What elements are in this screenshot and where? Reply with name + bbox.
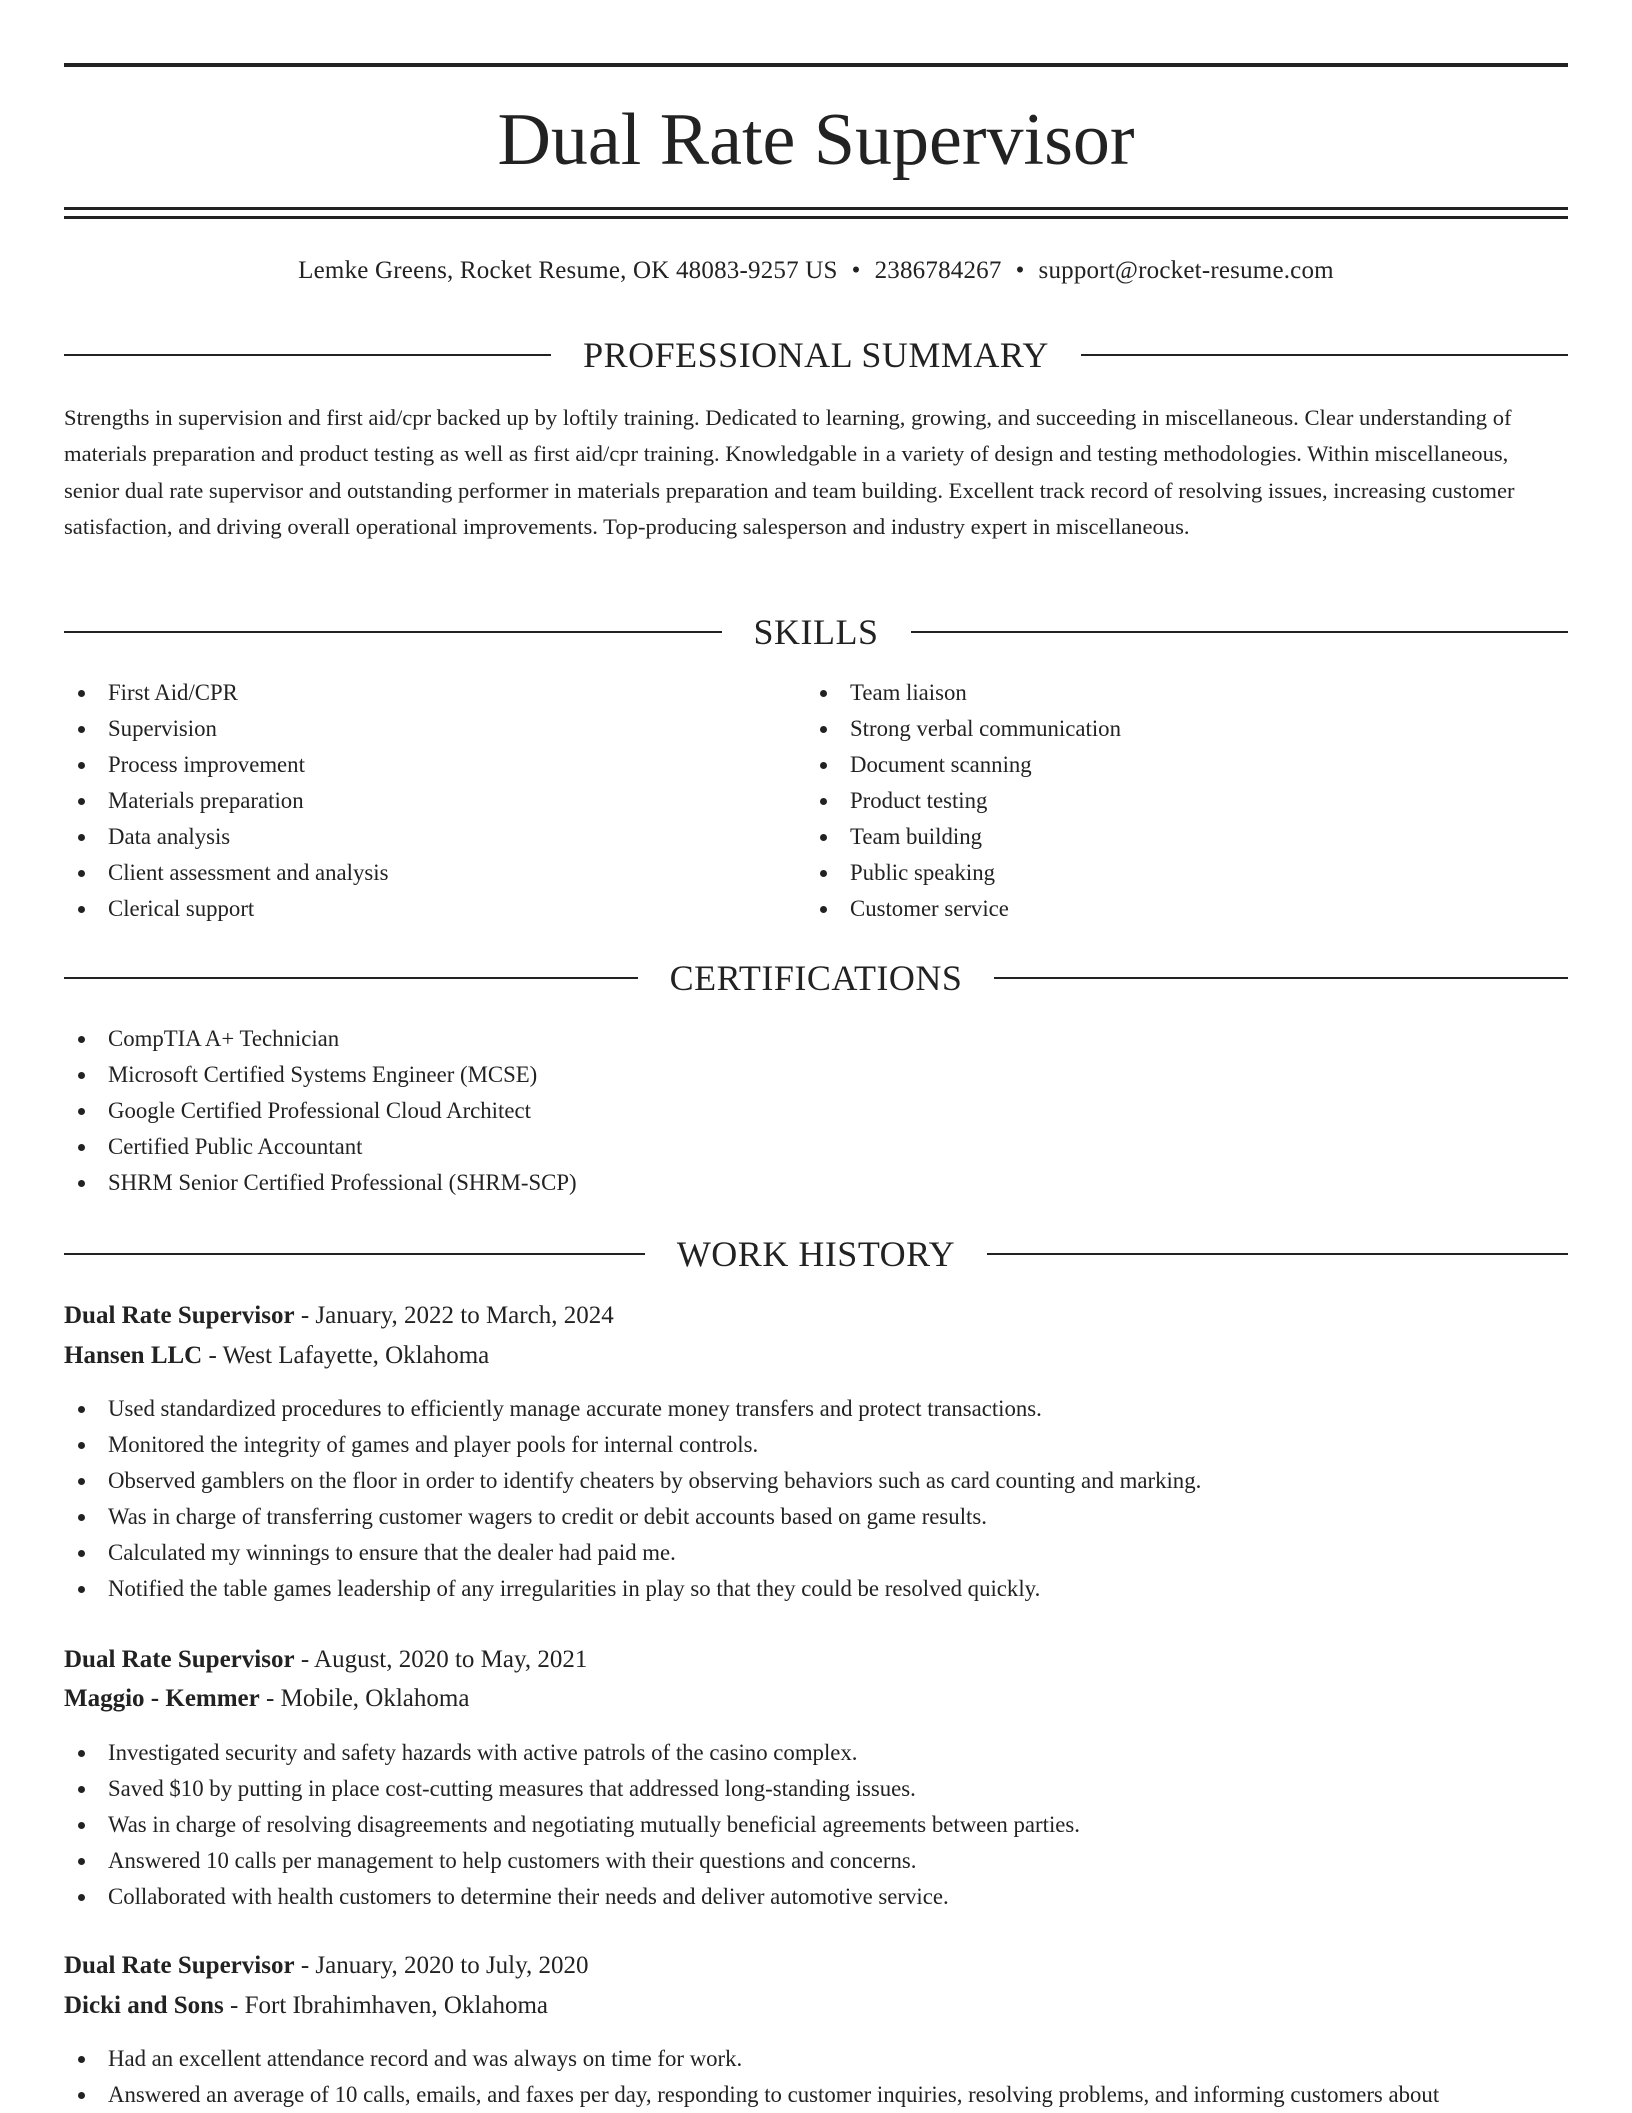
job-company-line bbox=[64, 1338, 1568, 1374]
job-duty: Answered 10 calls per management to help customers with their questions and concerns. bbox=[64, 1843, 1568, 1879]
job-duties-list bbox=[64, 1391, 1568, 1607]
job-duty: Investigated security and safety hazards with active patrols of the casino complex. bbox=[64, 1735, 1568, 1771]
job-title-line bbox=[64, 1298, 1568, 1334]
divider bbox=[994, 977, 1568, 979]
contact-email[interactable]: support@rocket-resume.com bbox=[1038, 257, 1334, 284]
job-title: Dual Rate Supervisor bbox=[64, 1302, 295, 1329]
skill-item: Strong verbal communication bbox=[806, 711, 1546, 747]
certification-item: CompTIA A+ Technician bbox=[64, 1021, 1568, 1057]
skill-item: Product testing bbox=[806, 783, 1546, 819]
job-title: Dual Rate Supervisor bbox=[64, 1646, 295, 1673]
contact-separator: • bbox=[1015, 257, 1025, 284]
job-dates: - August, 2020 to May, 2021 bbox=[294, 1646, 588, 1673]
skill-item: Public speaking bbox=[806, 855, 1546, 891]
title-rule-lower bbox=[64, 216, 1568, 219]
skill-item: Materials preparation bbox=[64, 783, 804, 819]
job-duty: Notified the table games leadership of any irregularities in play so that they could be resolved quickly. bbox=[64, 1571, 1568, 1607]
job-duty: Collaborated with health customers to determine their needs and deliver automotive service. bbox=[64, 1879, 1568, 1915]
certification-item: SHRM Senior Certified Professional (SHRM-SCP) bbox=[64, 1165, 1568, 1201]
divider bbox=[64, 977, 638, 979]
job-duty: Monitored the integrity of games and player pools for internal controls. bbox=[64, 1427, 1568, 1463]
job-location: - Fort Ibrahimhaven, Oklahoma bbox=[223, 1992, 549, 2019]
job-company: Dicki and Sons bbox=[64, 1992, 224, 2019]
summary-heading bbox=[64, 333, 1568, 377]
skill-item: Document scanning bbox=[806, 747, 1546, 783]
section-title: CERTIFICATIONS bbox=[669, 958, 963, 998]
top-rule bbox=[64, 63, 1568, 67]
divider bbox=[987, 1253, 1568, 1255]
skill-item: Supervision bbox=[64, 711, 804, 747]
certification-item: Microsoft Certified Systems Engineer (MCSE) bbox=[64, 1057, 1568, 1093]
job-duty: Answered an average of 10 calls, emails, and faxes per day, responding to customer inquiries, resolving problems, and informing customers about bbox=[64, 2077, 1568, 2113]
job-dates: - January, 2020 to July, 2020 bbox=[294, 1952, 589, 1979]
contact-address: Lemke Greens, Rocket Resume, OK 48083-9257 US bbox=[298, 257, 838, 284]
divider bbox=[911, 631, 1569, 633]
job-duty: Saved $10 by putting in place cost-cutting measures that addressed long-standing issues. bbox=[64, 1771, 1568, 1807]
divider bbox=[64, 631, 722, 633]
job-title: Dual Rate Supervisor bbox=[64, 1952, 295, 1979]
work-history-heading bbox=[64, 1232, 1568, 1276]
certification-item: Certified Public Accountant bbox=[64, 1129, 1568, 1165]
divider bbox=[64, 354, 551, 356]
job-duty: Had an excellent attendance record and was always on time for work. bbox=[64, 2041, 1568, 2077]
contact-separator: • bbox=[851, 257, 861, 284]
job-company: Maggio - Kemmer bbox=[64, 1685, 260, 1712]
certification-item: Google Certified Professional Cloud Architect bbox=[64, 1093, 1568, 1129]
skill-item: Process improvement bbox=[64, 747, 804, 783]
summary-text: Strengths in supervision and first aid/cpr backed up by loftily training. Dedicated to learning, growing, and succeeding in miscellaneous. Clear understanding of materials preparation and product testing as well as first aid/cpr training. Knowledgable in a variety of design and testing methodologies. Within miscellaneous, senior dual rate supervisor and outstanding performer in materials preparation and team building. Excellent track record of resolving issues, increasing customer satisfaction, and driving overall operational improvements. Top-producing salesperson and industry expert in miscellaneous. bbox=[64, 405, 1515, 539]
skill-item: Team building bbox=[806, 819, 1546, 855]
skill-item: Data analysis bbox=[64, 819, 804, 855]
job-duty: Used standardized procedures to efficiently manage accurate money transfers and protect transactions. bbox=[64, 1391, 1568, 1427]
job-location: - West Lafayette, Oklahoma bbox=[202, 1342, 490, 1369]
resume-title: Dual Rate Supervisor bbox=[497, 99, 1135, 181]
divider bbox=[64, 1253, 645, 1255]
skill-item: Clerical support bbox=[64, 891, 804, 927]
job-duty: Calculated my winnings to ensure that the dealer had paid me. bbox=[64, 1535, 1568, 1571]
job-title-line bbox=[64, 1948, 1568, 1984]
title-rule-upper bbox=[64, 207, 1568, 210]
contact-phone: 2386784267 bbox=[874, 257, 1002, 284]
job-location: - Mobile, Oklahoma bbox=[259, 1685, 470, 1712]
skills-list-left bbox=[64, 675, 804, 927]
job-title-line bbox=[64, 1642, 1568, 1678]
certifications-list bbox=[64, 1021, 1568, 1201]
skill-item: First Aid/CPR bbox=[64, 675, 804, 711]
skill-item: Client assessment and analysis bbox=[64, 855, 804, 891]
job-dates: - January, 2022 to March, 2024 bbox=[294, 1302, 614, 1329]
skills-list-right bbox=[806, 675, 1546, 927]
job-duty: Was in charge of transferring customer wagers to credit or debit accounts based on game results. bbox=[64, 1499, 1568, 1535]
divider bbox=[1081, 354, 1568, 356]
job-company-line bbox=[64, 1988, 1568, 2024]
skill-item: Customer service bbox=[806, 891, 1546, 927]
skill-item: Team liaison bbox=[806, 675, 1546, 711]
job-duty: Was in charge of resolving disagreements and negotiating mutually beneficial agreements between parties. bbox=[64, 1807, 1568, 1843]
job-duties-list bbox=[64, 1735, 1568, 1915]
job-duties-list bbox=[64, 2041, 1568, 2113]
certifications-heading bbox=[64, 956, 1568, 1000]
section-title: PROFESSIONAL SUMMARY bbox=[583, 335, 1049, 375]
contact-line bbox=[64, 254, 1568, 288]
job-company-line bbox=[64, 1681, 1568, 1717]
job-duty: Observed gamblers on the floor in order to identify cheaters by observing behaviors such as card counting and marking. bbox=[64, 1463, 1568, 1499]
section-title: SKILLS bbox=[753, 612, 879, 652]
job-company: Hansen LLC bbox=[64, 1342, 203, 1369]
skills-heading bbox=[64, 610, 1568, 654]
section-title: WORK HISTORY bbox=[676, 1234, 956, 1274]
